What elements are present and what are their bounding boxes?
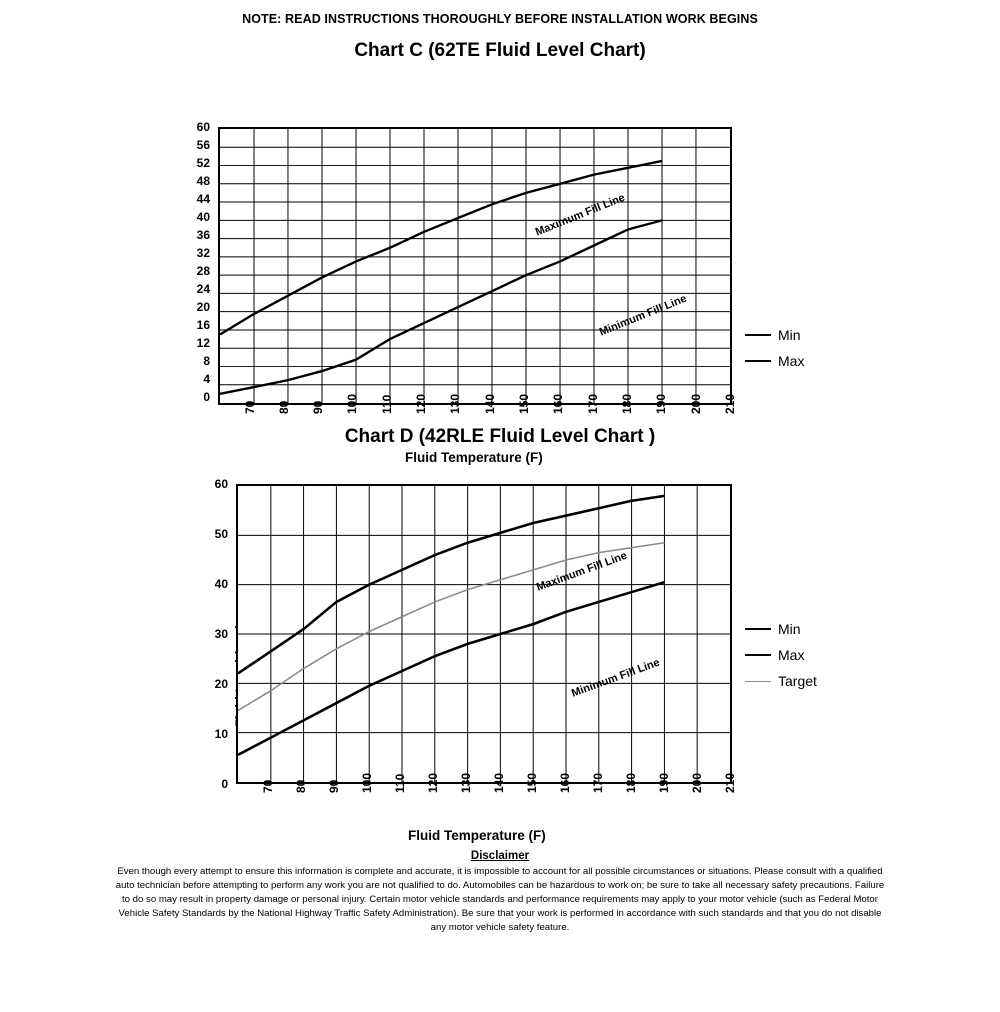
chart-d-ytick: 50: [214, 527, 228, 541]
legend-label: Min: [778, 621, 801, 637]
chart-d-xtick: 200: [690, 772, 704, 793]
chart-d-xtick: 190: [657, 772, 671, 793]
chart-c-x-axis-label: Fluid Temperature (F): [405, 450, 543, 465]
chart-d-xtick: 120: [426, 772, 440, 793]
chart-c-ytick: 52: [196, 156, 210, 170]
chart-c-xtick: 70: [243, 400, 257, 414]
chart-c-ytick: 40: [196, 210, 210, 224]
chart-c-xtick: 210: [723, 393, 737, 414]
chart-c-xtick: 80: [277, 400, 291, 414]
chart-d-xtick: 70: [261, 779, 275, 793]
legend-item-target[interactable]: [745, 668, 817, 694]
legend-label: Target: [778, 673, 817, 689]
chart-c-xtick: 140: [483, 393, 497, 414]
chart-d-xtick: 170: [591, 772, 605, 793]
chart-d-plot-area: [0, 448, 1000, 848]
chart-d-xtick: 130: [459, 772, 473, 793]
chart-c-ytick: 8: [203, 354, 210, 368]
chart-c-ytick: 0: [203, 390, 210, 404]
chart-c-xtick: 160: [551, 393, 565, 414]
chart-c-ytick: 12: [196, 336, 210, 350]
legend-item-max[interactable]: [745, 348, 804, 374]
chart-c-xtick: 150: [517, 393, 531, 414]
chart-d-title: Chart D (42RLE Fluid Level Chart ): [344, 426, 656, 447]
chart-c-xtick: 130: [448, 393, 462, 414]
chart-d-ytick: 20: [214, 677, 228, 691]
legend-item-min[interactable]: [745, 322, 804, 348]
chart-c-ytick: 24: [196, 282, 210, 296]
chart-d-xtick: 160: [558, 772, 572, 793]
chart-c-ytick: 36: [196, 228, 210, 242]
chart-c-svg: [218, 127, 732, 405]
chart-c-ytick: 4: [203, 372, 210, 386]
chart-c-xtick: 120: [414, 393, 428, 414]
chart-c-annotation-min: Minimum Fill Line: [597, 292, 689, 339]
chart-c-xtick: 190: [654, 393, 668, 414]
chart-d-legend: [745, 616, 817, 694]
legend-line-icon: [745, 654, 771, 656]
chart-c-xtick: 200: [689, 393, 703, 414]
chart-d-block: [0, 426, 1000, 848]
chart-d-xtick: 90: [327, 779, 341, 793]
chart-c-ytick: 28: [196, 264, 210, 278]
legend-label: Min: [778, 327, 801, 343]
chart-d-ytick: 60: [214, 477, 228, 491]
chart-d-annotation-max: Maximum Fill Line: [534, 549, 629, 594]
legend-line-icon: [745, 628, 771, 630]
chart-c-ytick: 44: [196, 192, 210, 206]
chart-d-svg: [236, 484, 732, 784]
chart-c-ytick: 20: [196, 300, 210, 314]
chart-d-xtick: 210: [723, 772, 737, 793]
legend-label: Max: [778, 647, 805, 663]
chart-c-xtick: 110: [380, 394, 394, 414]
legend-line-icon: [745, 360, 771, 362]
installation-note: NOTE: READ INSTRUCTIONS THOROUGHLY BEFORE INSTALLATION WORK BEGINS: [242, 12, 758, 26]
chart-d-xtick: 140: [492, 772, 506, 793]
chart-c-ytick: 48: [196, 174, 210, 188]
chart-d-ytick: 10: [214, 727, 228, 741]
chart-c-xtick: 100: [345, 393, 359, 414]
legend-line-icon: [745, 334, 771, 336]
legend-label: Max: [778, 353, 805, 369]
chart-c-annotation-max: Maximum Fill Line: [533, 191, 627, 239]
chart-d-annotation-min: Minimum Fill Line: [569, 656, 662, 700]
chart-d-xtick: 110: [393, 773, 407, 793]
chart-c-xtick: 90: [311, 400, 325, 414]
disclaimer-title: Disclaimer: [470, 850, 530, 862]
chart-d-xtick: 100: [360, 772, 374, 793]
chart-d-xtick: 150: [525, 772, 539, 793]
chart-d-ytick: 40: [214, 577, 228, 591]
chart-d-x-axis-label: Fluid Temperature (F): [408, 828, 546, 843]
disclaimer-body: Even though every attempt to ensure this information is complete and accurate, it is impossible to account for all possible circumstances or situations. Please consult with a qualified auto technician before attempting to perform any work you are not qualified to do. Automobiles can be hazardous to work on; be sure to take all necessary safety precautions. Failure to do so may result in property damage or personal injury. Certain motor vehicle standards and performance requirements may apply to your motor vehicle (such as Federal Motor Vehicle Safety Standards by the National Highway Traffic Safety Administration). Be sure that your work is performed in accordance with such standards and that you do not disable any motor vehicle safety feature.: [115, 866, 885, 933]
chart-d-ytick: 30: [214, 627, 228, 641]
chart-c-ytick: 60: [196, 120, 210, 134]
chart-d-xtick: 180: [624, 772, 638, 793]
chart-d-y-axis-label: Fluid Level (mm): [232, 623, 248, 728]
chart-c-xtick: 180: [620, 393, 634, 414]
legend-item-min[interactable]: [745, 616, 817, 642]
chart-c-ytick: 16: [196, 318, 210, 332]
legend-item-max[interactable]: [745, 642, 817, 668]
chart-c-legend: [745, 322, 804, 374]
chart-c-ytick: 32: [196, 246, 210, 260]
chart-c-title: Chart C (62TE Fluid Level Chart): [354, 40, 646, 61]
chart-c-y-axis-label: Fluid Level (mm): [224, 242, 240, 347]
chart-c-xtick: 170: [586, 393, 600, 414]
chart-d-xtick: 80: [294, 779, 308, 793]
legend-line-icon: [745, 681, 771, 682]
chart-d-ytick: 0: [221, 777, 228, 791]
chart-c-ytick: 56: [196, 138, 210, 152]
